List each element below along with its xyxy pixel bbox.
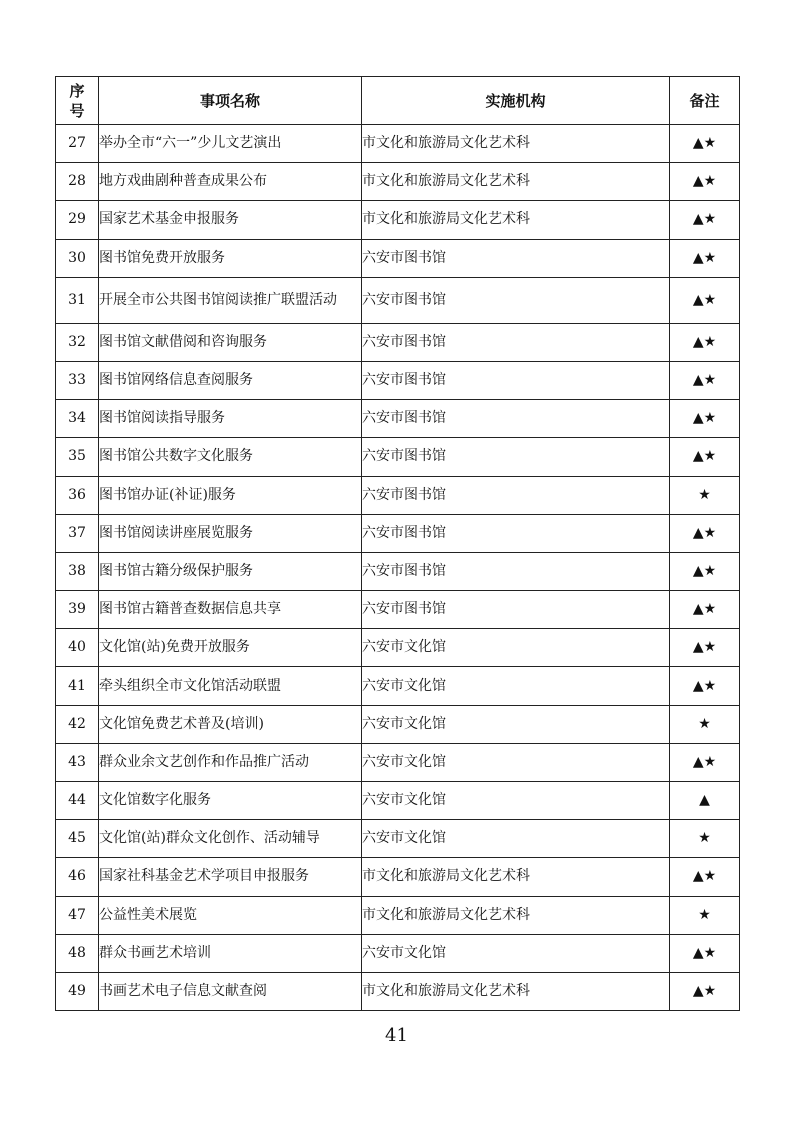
table-row — [56, 476, 740, 514]
row-number: 49 — [56, 972, 99, 1010]
row-item-name: 公益性美术展览 — [99, 896, 362, 934]
row-item-name: 图书馆办证(补证)服务 — [99, 476, 362, 514]
row-institution: 六安市图书馆 — [362, 514, 670, 552]
header-no — [56, 77, 99, 125]
row-number: 32 — [56, 323, 99, 361]
row-institution: 六安市图书馆 — [362, 476, 670, 514]
row-institution: 市文化和旅游局文化艺术科 — [362, 125, 670, 163]
row-note-marks: ★ — [670, 476, 740, 514]
row-number: 44 — [56, 782, 99, 820]
row-number: 40 — [56, 629, 99, 667]
row-number: 27 — [56, 125, 99, 163]
row-item-name: 图书馆阅读讲座展览服务 — [99, 514, 362, 552]
table-row — [56, 552, 740, 590]
row-note-marks: ▲★ — [670, 323, 740, 361]
row-item-name: 图书馆古籍分级保护服务 — [99, 552, 362, 590]
row-item-name: 地方戏曲剧种普查成果公布 — [99, 163, 362, 201]
table-row — [56, 934, 740, 972]
row-note-marks: ▲★ — [670, 201, 740, 239]
header-org: 实施机构 — [362, 77, 670, 125]
header-no-line2: 号 — [69, 101, 85, 120]
row-item-name: 图书馆网络信息查阅服务 — [99, 361, 362, 399]
row-number: 34 — [56, 400, 99, 438]
row-number: 35 — [56, 438, 99, 476]
row-item-name: 国家艺术基金申报服务 — [99, 201, 362, 239]
row-number: 37 — [56, 514, 99, 552]
row-number: 30 — [56, 239, 99, 277]
row-item-name: 文化馆(站)免费开放服务 — [99, 629, 362, 667]
row-number: 31 — [56, 277, 99, 323]
table-body — [56, 125, 740, 1011]
row-item-name: 牵头组织全市文化馆活动联盟 — [99, 667, 362, 705]
row-note-marks: ▲★ — [670, 552, 740, 590]
row-institution: 六安市文化馆 — [362, 629, 670, 667]
row-institution: 六安市文化馆 — [362, 667, 670, 705]
row-institution: 六安市文化馆 — [362, 782, 670, 820]
row-note-marks: ▲★ — [670, 239, 740, 277]
row-item-name: 文化馆数字化服务 — [99, 782, 362, 820]
table-row — [56, 163, 740, 201]
row-number: 45 — [56, 820, 99, 858]
table-row — [56, 201, 740, 239]
row-number: 38 — [56, 552, 99, 590]
row-note-marks: ▲★ — [670, 400, 740, 438]
row-number: 42 — [56, 705, 99, 743]
row-item-name: 图书馆阅读指导服务 — [99, 400, 362, 438]
row-item-name: 举办全市“六一”少儿文艺演出 — [99, 125, 362, 163]
page-number: 41 — [385, 1025, 408, 1046]
table-row — [56, 361, 740, 399]
table-row — [56, 591, 740, 629]
row-item-name: 图书馆免费开放服务 — [99, 239, 362, 277]
table-row — [56, 782, 740, 820]
row-item-name: 文化馆(站)群众文化创作、活动辅导 — [99, 820, 362, 858]
table-row — [56, 438, 740, 476]
row-note-marks: ▲★ — [670, 163, 740, 201]
row-note-marks: ▲★ — [670, 629, 740, 667]
row-institution: 六安市图书馆 — [362, 361, 670, 399]
row-institution: 六安市图书馆 — [362, 277, 670, 323]
row-item-name: 群众书画艺术培训 — [99, 934, 362, 972]
row-note-marks: ★ — [670, 705, 740, 743]
service-table — [55, 76, 740, 1011]
row-note-marks: ▲★ — [670, 125, 740, 163]
row-number: 41 — [56, 667, 99, 705]
header-no-line1: 序 — [69, 81, 85, 100]
table-row — [56, 125, 740, 163]
row-number: 47 — [56, 896, 99, 934]
row-institution: 六安市图书馆 — [362, 591, 670, 629]
row-note-marks: ▲★ — [670, 277, 740, 323]
row-item-name: 文化馆免费艺术普及(培训) — [99, 705, 362, 743]
table-row — [56, 514, 740, 552]
row-note-marks: ▲★ — [670, 591, 740, 629]
table-row — [56, 705, 740, 743]
table-header-row — [56, 77, 740, 125]
row-number: 43 — [56, 743, 99, 781]
row-institution: 市文化和旅游局文化艺术科 — [362, 972, 670, 1010]
table-row — [56, 239, 740, 277]
header-name: 事项名称 — [99, 77, 362, 125]
row-item-name: 图书馆文献借阅和咨询服务 — [99, 323, 362, 361]
table-row — [56, 667, 740, 705]
row-item-name: 图书馆古籍普查数据信息共享 — [99, 591, 362, 629]
row-note-marks: ★ — [670, 820, 740, 858]
row-institution: 市文化和旅游局文化艺术科 — [362, 896, 670, 934]
table-row — [56, 400, 740, 438]
row-number: 29 — [56, 201, 99, 239]
table-row — [56, 277, 740, 323]
row-institution: 六安市图书馆 — [362, 239, 670, 277]
table-row — [56, 743, 740, 781]
row-note-marks: ▲★ — [670, 514, 740, 552]
header-note: 备注 — [670, 77, 740, 125]
row-note-marks: ★ — [670, 896, 740, 934]
row-note-marks: ▲★ — [670, 858, 740, 896]
row-institution: 六安市图书馆 — [362, 323, 670, 361]
row-institution: 市文化和旅游局文化艺术科 — [362, 201, 670, 239]
row-note-marks: ▲★ — [670, 934, 740, 972]
row-note-marks: ▲★ — [670, 743, 740, 781]
row-item-name: 开展全市公共图书馆阅读推广联盟活动 — [99, 277, 362, 323]
table-row — [56, 972, 740, 1010]
row-institution: 市文化和旅游局文化艺术科 — [362, 163, 670, 201]
row-note-marks: ▲★ — [670, 438, 740, 476]
row-institution: 六安市图书馆 — [362, 552, 670, 590]
row-number: 48 — [56, 934, 99, 972]
row-number: 39 — [56, 591, 99, 629]
table-row — [56, 896, 740, 934]
table-row — [56, 629, 740, 667]
row-note-marks: ▲★ — [670, 361, 740, 399]
row-number: 46 — [56, 858, 99, 896]
row-note-marks: ▲★ — [670, 972, 740, 1010]
row-institution: 六安市文化馆 — [362, 820, 670, 858]
row-note-marks: ▲★ — [670, 667, 740, 705]
table-row — [56, 820, 740, 858]
row-institution: 市文化和旅游局文化艺术科 — [362, 858, 670, 896]
table-row — [56, 323, 740, 361]
row-item-name: 书画艺术电子信息文献查阅 — [99, 972, 362, 1010]
row-item-name: 群众业余文艺创作和作品推广活动 — [99, 743, 362, 781]
row-number: 33 — [56, 361, 99, 399]
row-institution: 六安市文化馆 — [362, 743, 670, 781]
row-number: 36 — [56, 476, 99, 514]
table-row — [56, 858, 740, 896]
row-item-name: 图书馆公共数字文化服务 — [99, 438, 362, 476]
row-institution: 六安市图书馆 — [362, 438, 670, 476]
row-number: 28 — [56, 163, 99, 201]
row-institution: 六安市文化馆 — [362, 934, 670, 972]
row-item-name: 国家社科基金艺术学项目申报服务 — [99, 858, 362, 896]
row-note-marks: ▲ — [670, 782, 740, 820]
row-institution: 六安市文化馆 — [362, 705, 670, 743]
row-institution: 六安市图书馆 — [362, 400, 670, 438]
